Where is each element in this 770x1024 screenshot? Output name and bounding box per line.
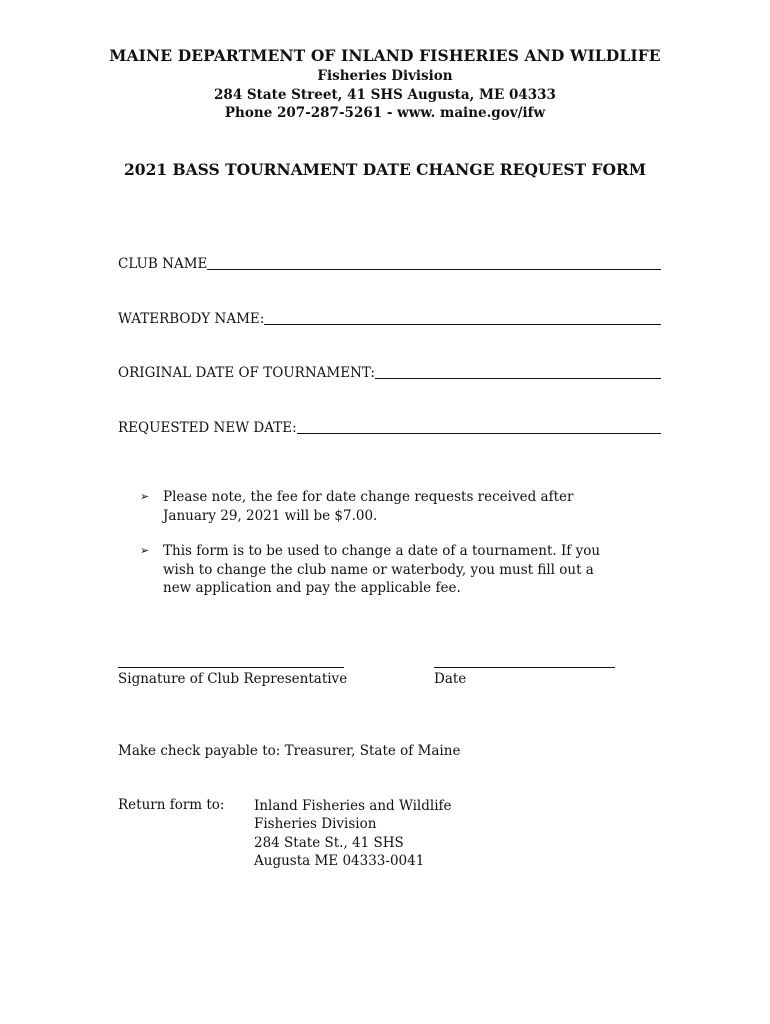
- org-address: 284 State Street, 41 SHS Augusta, ME 04333: [214, 87, 556, 103]
- waterbody-name-input[interactable]: [264, 310, 661, 325]
- fee-note-text: Please note, the fee for date change requests received after January 29, 2021 will be $7.00.: [163, 489, 574, 524]
- club-name-field: [118, 252, 661, 272]
- waterbody-name-field: [118, 307, 661, 327]
- org-name-heading: MAINE DEPARTMENT OF INLAND FISHERIES AND WILDLIFE: [109, 46, 661, 65]
- requested-new-date-field: [118, 416, 661, 436]
- club-name-input[interactable]: [207, 255, 661, 270]
- fee-note: [140, 488, 610, 525]
- club-name-label: CLUB NAME: [118, 256, 208, 272]
- original-date-field: [118, 361, 661, 381]
- org-phone-website: Phone 207-287-5261 - www. maine.gov/ifw: [224, 105, 546, 121]
- usage-note-text: This form is to be used to change a date of a tournament. If you wish to change the club name or waterbody, you must fill out a new application and pay the applicable fee.: [163, 543, 601, 596]
- original-date-input[interactable]: [375, 364, 661, 379]
- signature-line[interactable]: [118, 667, 344, 668]
- arrow-bullet-icon: ➢: [140, 490, 150, 503]
- return-address-line: Inland Fisheries and Wildlife: [254, 798, 452, 814]
- requested-new-date-label: REQUESTED NEW DATE:: [118, 420, 297, 436]
- waterbody-name-label: WATERBODY NAME:: [118, 311, 265, 327]
- check-payable-text: Make check payable to: Treasurer, State of Maine: [118, 743, 461, 759]
- signature-label: Signature of Club Representative: [118, 671, 348, 687]
- form-title: 2021 BASS TOURNAMENT DATE CHANGE REQUEST FORM: [124, 160, 646, 179]
- division-heading: Fisheries Division: [317, 68, 453, 84]
- return-form-label: Return form to:: [118, 797, 225, 813]
- original-date-label: ORIGINAL DATE OF TOURNAMENT:: [118, 365, 375, 381]
- return-address: [254, 797, 452, 870]
- return-address-line: Augusta ME 04333-0041: [254, 852, 425, 869]
- usage-note: [140, 542, 610, 598]
- requested-new-date-input[interactable]: [297, 419, 661, 434]
- date-line[interactable]: [434, 667, 615, 668]
- arrow-bullet-icon: ➢: [140, 544, 150, 557]
- date-label: Date: [434, 671, 467, 687]
- return-address-line: 284 State St., 41 SHS: [254, 834, 404, 851]
- return-address-line: Fisheries Division: [254, 816, 377, 833]
